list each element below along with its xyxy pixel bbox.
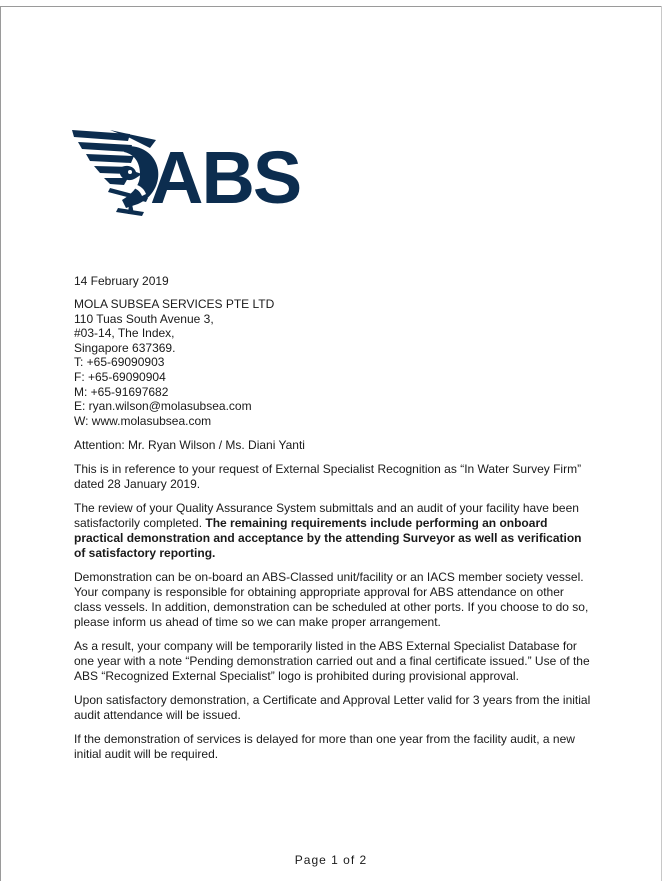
letter-date: 14 February 2019 — [74, 274, 169, 288]
paragraph-listing: As a result, your company will be temporarily listed in the ABS External Specialist Database for one year with a note “Pending demonstration carried out and a final certificate issued.” Use of the ABS “Recognized External Specialist” logo is prohibited during provisional approval. — [74, 639, 590, 684]
address-line: #03-14, The Index, — [74, 326, 175, 341]
paragraph-review-plain: The review of your Quality Assurance System submittals and an audit of your facility have been satisfactorily completed. — [74, 501, 579, 531]
paragraph-demonstration: Demonstration can be on-board an ABS-Classed unit/facility or an IACS member society vessel. Your company is responsible for obtaining appropriate approval for ABS attendance on other class vessels. In addition, demonstration can be scheduled at other ports. If you choose to do so, please inform us ahead of time so we can make proper arrangement. — [74, 570, 589, 630]
page-number-footer: Page 1 of 2 — [294, 853, 368, 867]
address-fax: F: +65-69090904 — [74, 369, 166, 384]
paragraph-reference: This is in reference to your request of External Specialist Recognition as “In Water Survey Firm” dated 28 January 2019. — [74, 462, 582, 492]
paragraph-certificate: Upon satisfactory demonstration, a Certificate and Approval Letter valid for 3 years from the initial audit attendance will be issued. — [74, 693, 591, 723]
address-line: 110 Tuas South Avenue 3, — [74, 311, 214, 326]
recipient-address — [74, 297, 594, 428]
paragraph-review — [74, 501, 594, 561]
address-mobile: M: +65-91697682 — [74, 384, 169, 399]
paragraph-delay: If the demonstration of services is delayed for more than one year from the facility audit, a new initial audit will be required. — [74, 732, 575, 762]
attention-line: Attention: Mr. Ryan Wilson / Ms. Diani Yanti — [74, 438, 305, 453]
address-phone: T: +65-69090903 — [74, 355, 165, 370]
address-website: W: www.molasubsea.com — [74, 413, 212, 428]
letter-body — [74, 274, 594, 771]
address-email: E: ryan.wilson@molasubsea.com — [74, 399, 252, 414]
page-border-left — [0, 6, 1, 881]
paragraph-review-bold: The remaining requirements include performing an onboard practical demonstration and acceptance by the attending Surveyor as well as verification of satisfactory reporting. — [74, 516, 582, 561]
address-line: Singapore 637369. — [74, 340, 176, 355]
page-border-top — [0, 6, 662, 7]
address-line: MOLA SUBSEA SERVICES PTE LTD — [74, 297, 275, 311]
abs-logo-wordmark: ABS — [150, 136, 301, 219]
